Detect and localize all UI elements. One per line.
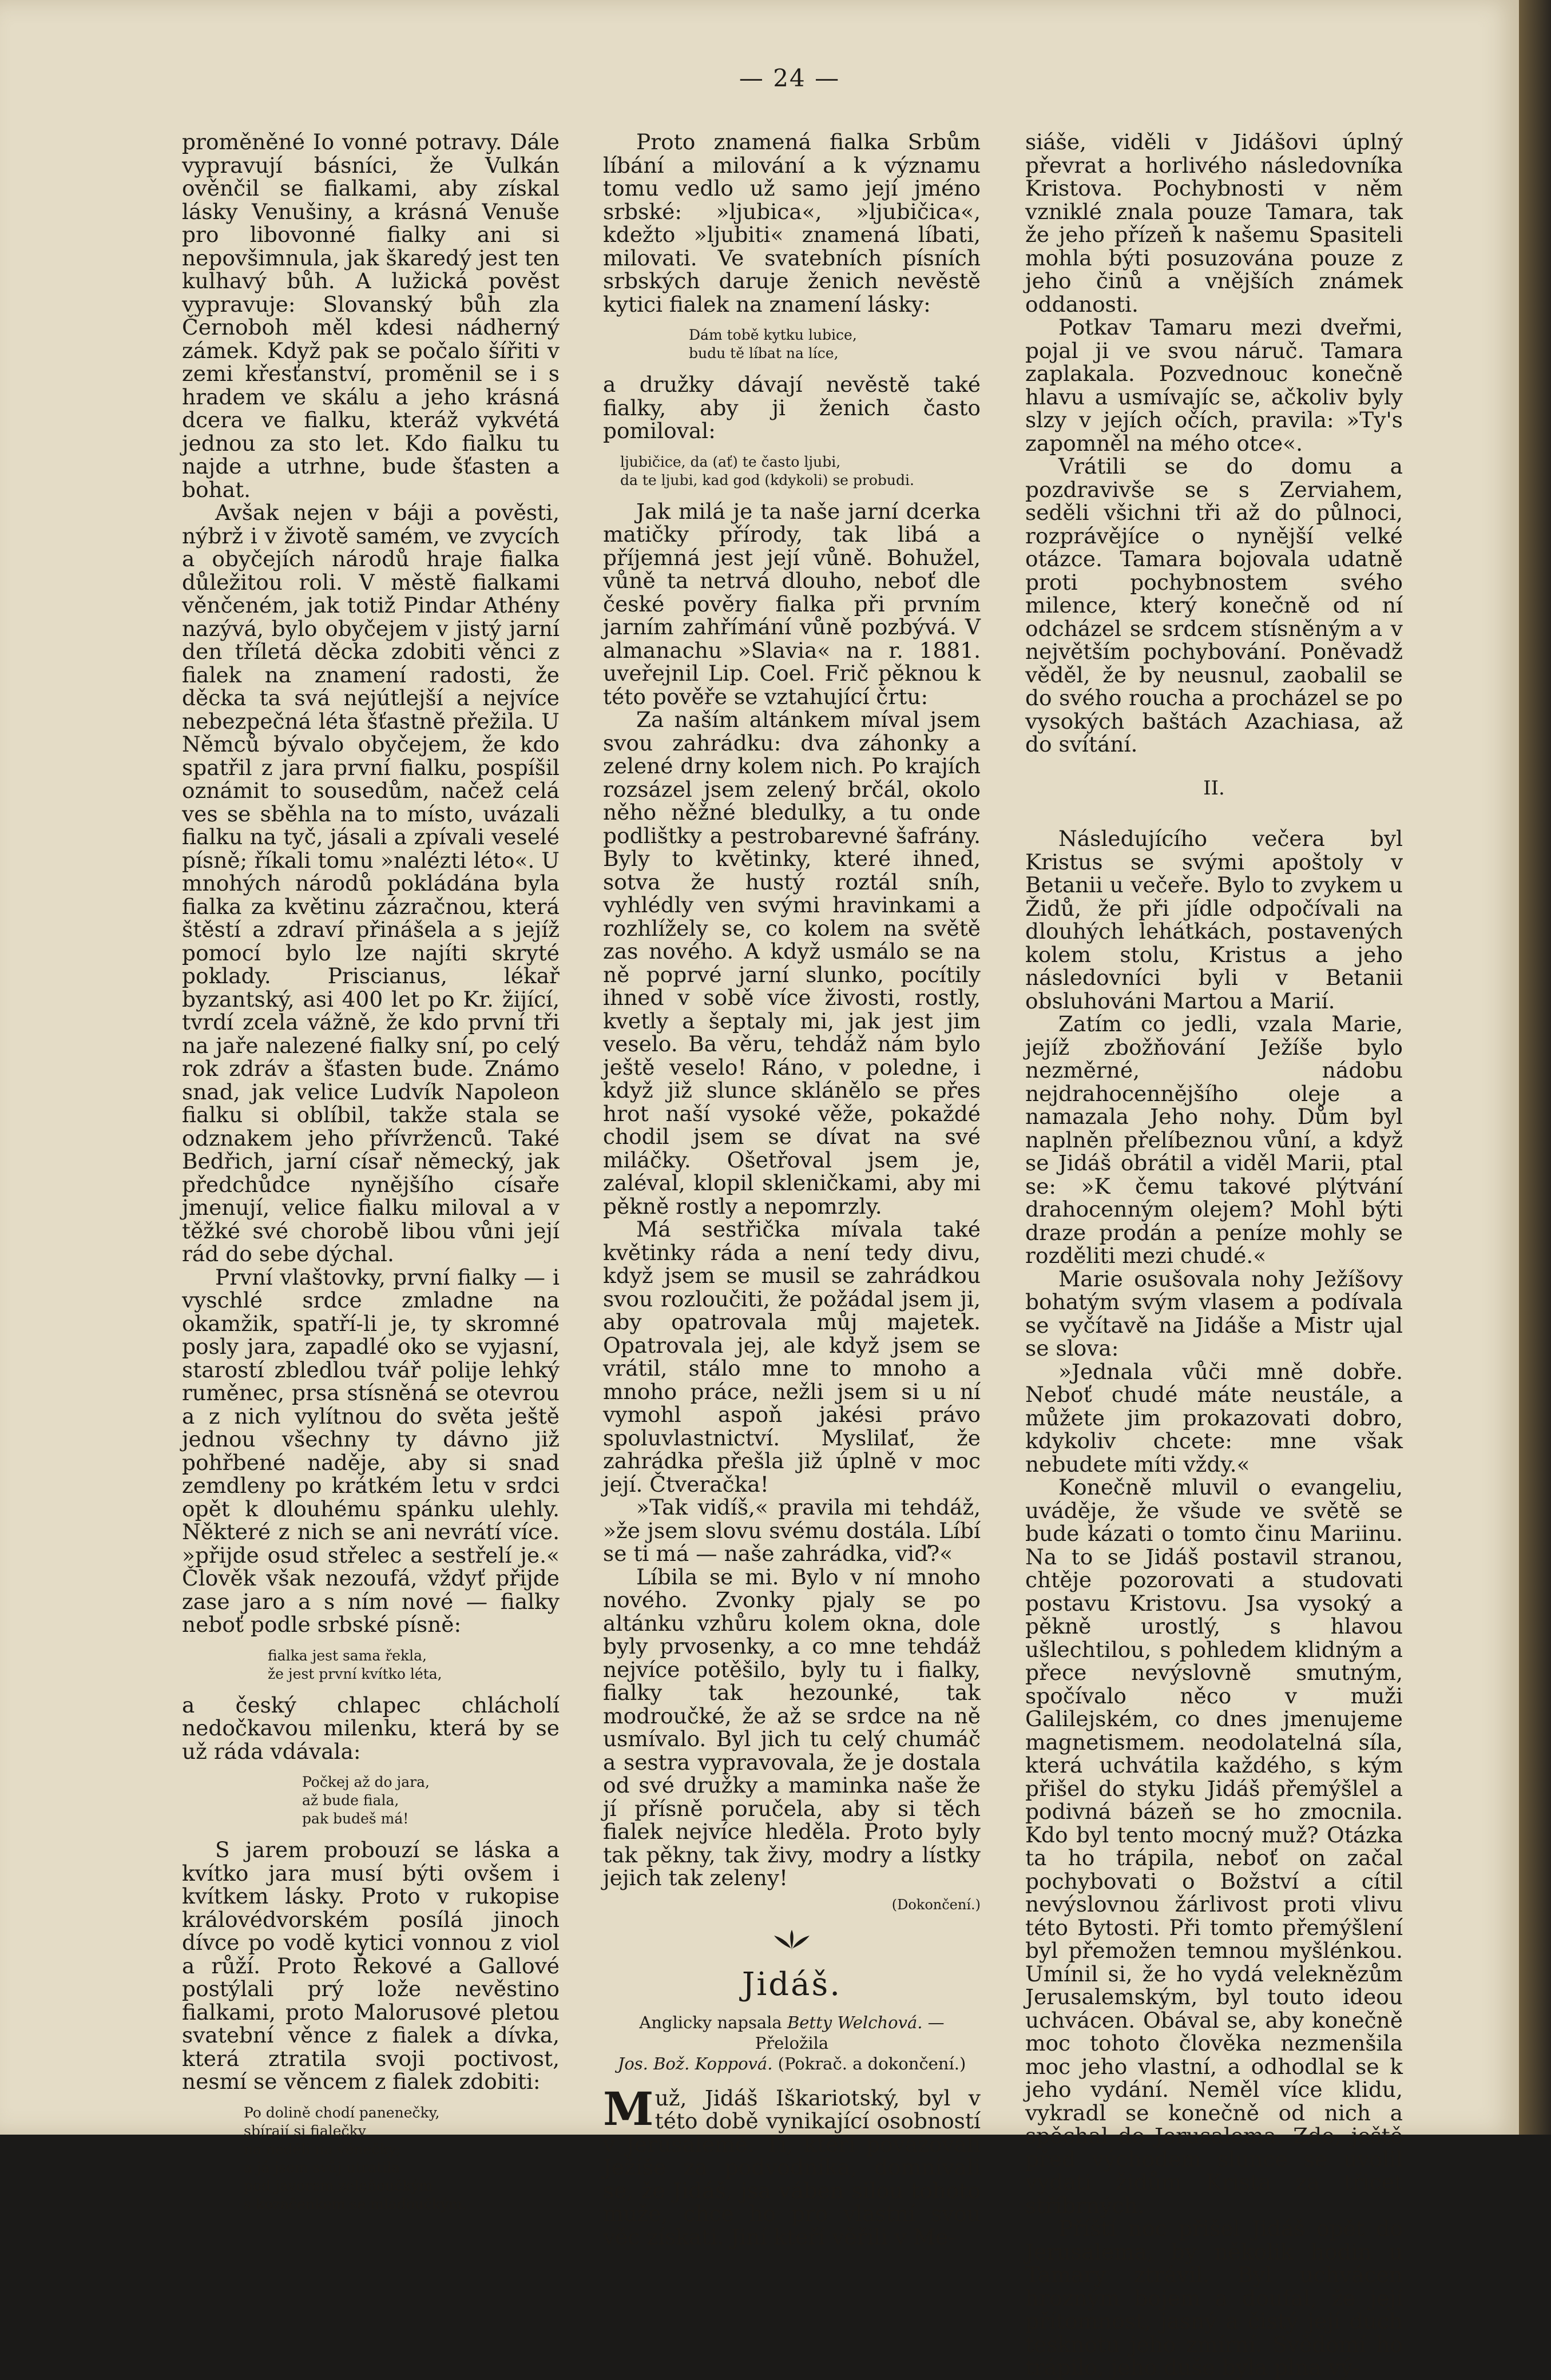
paragraph: Jak milá je ta naše jarní dcerka matičky přírody, tak libá a příjemná jest její vůně. Bohužel, vůně ta netrvá dlouho, neboť dle české pověry fialka při prvním jarním zahřímání vůně pozbývá. V almanachu »Slavia« na r. 1881. uveřejnil Lip. Coel. Frič pěknou k této pověře se vztahující črtu: <box>603 498 981 709</box>
verse-line: pak budeš má! <box>302 1810 409 1827</box>
article-title: Jidáš. <box>741 1965 842 2003</box>
verse-czech <box>302 1773 560 1828</box>
paragraph: »Jednala vůči mně dobře. Neboť chudé máte neustále, a můžete jim prokazovati dobro, kdykoliv chcete: mne však nebudete míti vždy.« <box>1025 1358 1403 1477</box>
paragraph: Má sestřička mívala také květinky ráda a není tedy divu, když jsem se musil se zahrádkou svou rozloučiti, že požádal jsem ji, aby opatrovala můj majetek. Opatrovala jej, ale když jsem se vrátil, stálo mne to mnoho a mnoho práce, nežli jsem si u ní vymohl aspoň jakési právo spoluvlastnictví. Myslilať, že zahrádka přešla již úplně v moc její. Čtveračka! <box>603 1217 981 1497</box>
paragraph: siáše, viděli v Jidášovi úplný převrat a horlivého následovníka Kristova. Pochybnosti v něm vzniklé znala pouze Tamara, tak že jeho přízeň k našemu Spasiteli mohla býti posuzována pouze z jeho činů a vnějších známek oddanosti. <box>1025 129 1403 317</box>
paragraph: Vrátili se do domu a pozdravivše se s Zerviahem, seděli všichni tři až do půlnoci, rozprávějíce o nynější velké otázce. Tamara bojovala udatně proti pochybnostem svého milence, který konečně od ní odcházel se srdcem stísněným a v největším pochybování. Poněvadž věděl, že by neusnul, zaobalil se do svého roucha a procházel se po vysokých baštách Azachiasa, až do svítání. <box>1025 454 1403 757</box>
paragraph: proměněné Io vonné potravy. Dále vypravují básníci, že Vulkán ověnčil se fialkami, aby získal lásky Venušiny, a krásná Venuše pro libovonné fialky ani si nepovšimnula, jak škaredý jest ten kulhavý bůh. A lužická pověst vypravuje: Slovanský bůh zla Černoboh měl kdesi nádherný zámek. Když pak se počalo šířiti v zemi křesťanství, proměnil se i s hradem ve skálu a jeho krásná dcera ve fialku, kteráž vykvétá jednou za sto let. Kdo fialku tu najde a utrhne, bude šťasten a bohat. <box>182 129 560 502</box>
paragraph: Potkav Tamaru mezi dveřmi, pojal ji ve svou náruč. Tamara zaplakala. Pozvednouc konečně hlavu a usmívajíc se, ačkoliv byly slzy v jejích očích, pravila: »Ty's zapomněl na mého otce«. <box>1025 315 1403 456</box>
paragraph: S jarem probouzí se láska a kvítko jara musí býti ovšem i kvítkem lásky. Proto v rukopise královédvorském posílá jinoch dívce po vodě kytici vonnou z viol a růží. Proto Řekové a Gallové postýlali prý lože nevěstino fialkami, proto Malorusové pletou svatební věnce z fialek a dívka, která ztratila svoji poctivost, nesmí se věncem z fialek zdobiti: <box>182 1837 560 2094</box>
paragraph: Konečně mluvil o evangeliu, uváděje, že všude ve světě se bude kázati o tomto činu Mariinu. Na to se Jidáš postavil stranou, chtěje pozorovati a studovati postavu Kristovu. Jsa vysoký a pěkně urostlý, s hlavou ušlechtilou, s pohledem klidným a přece nevýslovně smutným, spočívalo něco v muži Galilejském, co dnes jmenujeme magnetismem. neodolatelná síla, která uchvátila každého, s kým přišel do styku Jidáš přemýšlel a podivná bázeň se ho zmocnila. Kdo byl tento mocný muž? Otázka ta ho trápila, neboť on začal pochybovati o Božství a cítil nevýslovnou žárlivost proti vlivu této Bytosti. Při tomto přemýšlení byl přemožen temnou myšlénkou. Umínil si, že ho vydá veleknězům Jerusalemským, byl touto ideou uchvácen. Obával se, aby konečně moc tohoto člověka nezmenšila moc jeho vlastní, a odhodlal se k jeho vydání. Neměl více klidu, vykradl se konečně od nich a spěchal do Jerusalema. Zde, ještě před východem slunce se uvolil vydati židům Krista za třicet stříbrných. <box>1025 1475 1403 2218</box>
verse-bridesmaids <box>620 453 981 490</box>
paragraph: Za naším altánkem míval jsem svou zahrádku: dva záhonky a zelené drny kolem nich. Po krajích rozsázel jsem zelený brčál, okolo něho něžné bledulky, a tu onde podlištky a pestrobarevné šafrány. Byly to květinky, které ihned, sotva že hustý roztál sníh, vyhlédly ven svými hravinkami a rozhlížely se, co kolem na světě zas nového. A když usmálo se na ně poprvé jarní slunko, pocítily ihned v sobě více živosti, rostly, kvetly a šeptaly mi, jak jest jim veselo. Ba věru, tehdáž nám bylo ještě veselo! Ráno, v poledne, i když již slunce sklánělo se přes hrot naší vysoké věže, pokaždé chodil jsem se dívat na své miláčky. Ošetřoval jsem je, zaléval, klopil skleničkami, aby mi pěkně rostly a nepomrzly. <box>603 707 981 1219</box>
verse-line: na neděli na věnečky; <box>244 2140 402 2158</box>
verse-line: fialka jest sama řekla, <box>268 1647 427 1664</box>
verse-line: ljubičice, da (ať) te často ljubi, <box>620 453 841 470</box>
paragraph: Příští noc přišel Jidáš opět do Jerusalema, by několik hodin u Tamary ztrávil. Byl uchvácen hrozným bojem a doufal, že její přítomnost, jasný a čistý její duch tesknotu jeho zmírní. Svědomí ho trápilo, jeho duše byla plna vý- <box>1025 2216 1403 2380</box>
column-left <box>182 130 560 2224</box>
page-edge <box>1519 0 1551 2135</box>
paragraph: Líbila se mi. Bylo v ní mnoho nového. Zvonky pjaly se po altánku vzhůru kolem okna, dole byly prvosenky, a co mne tehdáž nejvíce potěšilo, byly tu i fialky, fialky tak hezounké, tak modroučké, že až se srdce na ně usmívalo. Byl jich tu celý chumáč a sestra vypravovala, že je dostala od své družky a maminka naše že jí přísně poručela, aby si těch fialek nejvíce hleděla. Proto byly tak pěkny, tak živy, modry a lístky jejich tak zeleny! <box>603 1564 981 1890</box>
verse-line: a já jsem svůj utratila <box>244 2159 400 2176</box>
page-number: — 24 — <box>739 64 840 92</box>
paragraph: a družky dávají nevěstě také fialky, aby ji ženich často pomiloval: <box>603 372 981 443</box>
verse-line: Dám tobě kytku lubice, <box>689 327 857 343</box>
verse-ruthenian <box>244 2104 560 2214</box>
column-middle <box>603 130 981 2248</box>
paragraph: Avšak nejen v báji a pověsti, nýbrž i v životě samém, ve zvycích a obyčejích národů hraje fialka důležitou roli. V městě fialkami věnčeném, jak totiž Pindar Athény nazývá, bylo obyčejem v jistý jarní den tříletá děcka zdobiti věnci z fialek na znamení radosti, že děcka ta svá nejútlejší a nejvíce nebezpečná léta šťastně přežila. U Němců bývalo obyčejem, že kdo spatřil z jara první fialku, pospíšil oznámit to sousedům, načež celá ves se sběhla na to místo, uvázali fialku na tyč, jásali a zpívali veselé písně; říkali tomu »nalézti léto«. U mnohých národů pokládána byla fialka za květinu zázračnou, která štěstí a zdraví přinášela a s jejíž pomocí bylo lze najíti skryté poklady. Priscianus, lékař byzantský, asi 400 let po Kr. žijící, tvrdí zcela vážně, že kdo první tři na jaře nalezené fialky sní, po celý rok zdráv a šťasten bude. Známo snad, jak velice Ludvík Napoleon fialku si oblíbil, takže stala se odznakem jeho přívrženců. Také Bedřich, jarní císař německý, jak předchůdce nynějšího císaře jmenují, velice fialku miloval a v těžké své chorobě libou vůni její rád do sebe dýchal. <box>182 500 560 1266</box>
verse-line: pod javorem zeleňoučkým <box>244 2177 433 2194</box>
byline-translator: Jos. Bož. Koppová. <box>617 2053 773 2073</box>
verse-line: sbírají si fialečky <box>244 2122 366 2139</box>
verse-line: že jest první kvítko léta, <box>268 1665 442 1682</box>
verse-line: da te ljubi, kad god (kdykoli) se probudi. <box>620 471 914 488</box>
article-byline <box>603 2012 981 2074</box>
byline-author: Betty Welchová. <box>787 2012 923 2032</box>
paragraph-text: už, Jidáš Iškariotský, byl v této době vynikající osobností v Jerusalemě. Ti, kteří považovali Ježíše za podvodníka, domnívali se, že Jidáš, jsa váben silou tohoto muže, chce ho pro vlastní svou věc získati. Jiní kteří věřili v Me- <box>603 2085 981 2250</box>
verse-line: Počkej až do jara, <box>302 1774 430 1790</box>
continuation-note: (Dokončení.) <box>891 1896 981 1913</box>
verse-line: s kozačenkem se mlaďoučkým. <box>244 2195 467 2212</box>
paragraph: První vlaštovky, první fialky — i vyschlé srdce zmladne na okamžik, spatří-li je, ty skromné posly jara, zapadlé oko se vyjasní, starostí zbledlou tvář polije lehký ruměnec, prsa stísněná se otevrou a z nich vylítnou do světa ještě jednou všechny ty dávno již pohřbené naděje, aby si snad zemdleny po krátkém letu v srdci opět k dlouhému spánku ulehly. Některé z nich se ani nevrátí více. »přijde osud střelec a sestřelí je.« Člověk však nezoufá, vždyť přijde zase jaro a s ním nové — fialky neboť podle srbské písně: <box>182 1264 560 1637</box>
byline-text: — Přeložila <box>755 2012 945 2053</box>
paragraph: Zatím co jedli, vzala Marie, jejíž zbožňování Ježíše bylo nezměrné, nádobu nejdrahocennějšího oleje a namazala Jeho nohy. Dům byl naplněn přelíbeznou vůní, a když se Jidáš obrátil a viděl Marii, ptal se: »K čemu takové plýtvání drahocenným olejem? Mohl býti draze prodán a peníze mohly se rozděliti mezi chudé.« <box>1025 1011 1403 1268</box>
section-number: II. <box>1203 776 1225 800</box>
paragraph: a český chlapec chlácholí nedočkavou milenku, která by se už ráda vdávala: <box>182 1692 560 1764</box>
ornament-icon <box>603 1928 981 1957</box>
verse-line: až bude fiala, <box>302 1792 399 1809</box>
verse-serbian <box>268 1647 560 1683</box>
byline-text: (Pokrač. a dokončení.) <box>772 2053 966 2073</box>
column-right <box>1025 130 1403 2379</box>
paragraph: Marie osušovala nohy Ježíšovy bohatým svým vlasem a podívala se vyčítavě na Jidáše a Mistr ujal se slova: <box>1025 1266 1403 1361</box>
paragraph: Následujícího večera byl Kristus se svými apoštoly v Betanii u večeře. Bylo to zvykem u Židů, že při jídle odpočívali na dlouhých lehátkách, postavených kolem stolu, Kristus a jeho následovníci byli v Betanii obsluhováni Martou a Marií. <box>1025 826 1403 1014</box>
byline-text: Anglicky napsala <box>639 2012 787 2032</box>
drop-cap: M <box>603 2081 653 2136</box>
verse-wedding <box>689 326 981 363</box>
paragraph: Proto znamená fialka Srbům líbání a milování a k významu tomu vedlo už samo její jméno srbské: »ljubica«, »ljubičica«, kdežto »ljubiti« znamená líbati, milovati. Ve svatebních písních srbských daruje ženich nevěstě kytici fialek na znamení lásky: <box>603 129 981 317</box>
paragraph <box>603 2081 981 2250</box>
paragraph: »Tak vidíš,« pravila mi tehdáž, »že jsem slovu svému dostála. Líbí se ti má — naše zahrádka, viď?« <box>603 1495 981 1566</box>
verse-line: budu tě líbat na líce, <box>689 345 839 361</box>
verse-line: Po dolině chodí panenečky, <box>244 2104 440 2121</box>
